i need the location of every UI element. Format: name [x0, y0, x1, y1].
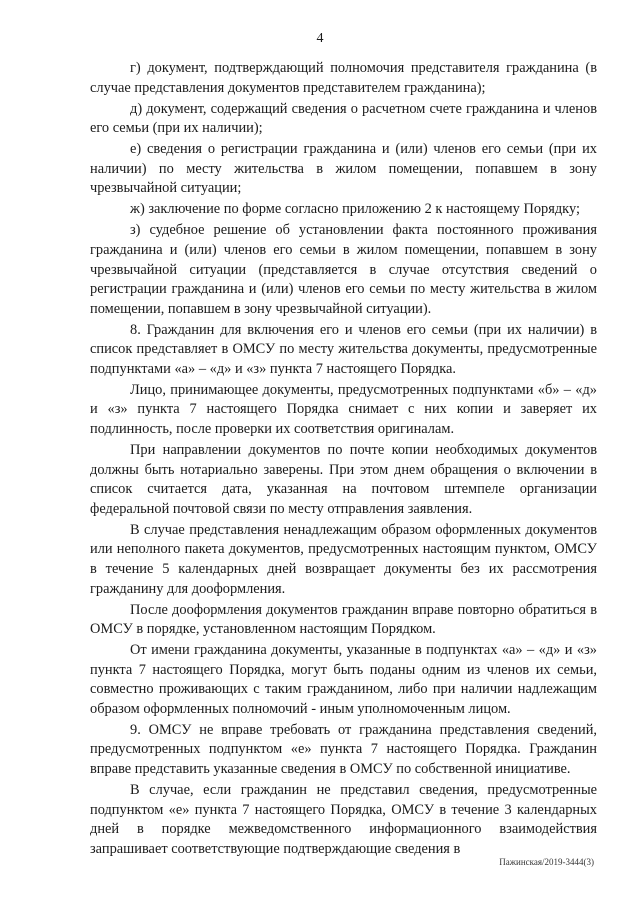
paragraph-document-copies: Лицо, принимающее документы, предусмотренных подпунктами «б» – «д» и «з» пункта 7 настоящего Порядка снимает с них копии и заверяет их подлинность, после проверки их соответствия оригиналам.: [90, 381, 597, 438]
paragraph-subitem-zh: ж) заключение по форме согласно приложению 2 к настоящему Порядку;: [130, 201, 580, 218]
document-code: Пажинская/2019-3444(3): [499, 857, 594, 867]
paragraph-subitem-g: г) документ, подтверждающий полномочия представителя гражданина (в случае представления документов представителем гражданина);: [90, 60, 597, 96]
paragraph-item-8: 8. Гражданин для включения его и членов его семьи (при их наличии) в список представляет в ОМСУ по месту жительства документы, предусмотренные подпунктами «а» – «д» и «з» пункта 7 настоящего Порядка.: [90, 321, 597, 377]
paragraph-subitem-e: е) сведения о регистрации гражданина и (или) членов его семьи (при их наличии) по месту жительства в жилом помещении, попавшем в зону чрезвычайной ситуации;: [90, 141, 597, 197]
document-body: [90, 59, 597, 861]
paragraph-incomplete-documents: В случае представления ненадлежащим образом оформленных документов или неполного пакета документов, предусмотренных настоящим пунктом, ОМСУ в течение 5 календарных дней возвращает документы без их рассмотрения гражданину для дооформления.: [90, 521, 597, 597]
paragraph-subitem-d: д) документ, содержащий сведения о расчетном счете гражданина и членов его семьи (при их наличии);: [90, 100, 597, 137]
paragraph-resubmission: После дооформления документов гражданин вправе повторно обратиться в ОМСУ в порядке, установленном настоящим Порядком.: [90, 601, 597, 638]
paragraph-representative: От имени гражданина документы, указанные в подпунктах «а» – «д» и «з» пункта 7 настоящего Порядка, могут быть поданы одним из членов их семьи, совместно проживающих с таким гражданином, либо при наличии надлежащим образом оформленных полномочий - иным уполномоченным лицом.: [90, 642, 597, 717]
paragraph-interagency-request: В случае, если гражданин не представил сведения, предусмотренные подпунктом «е» пункта 7 настоящего Порядка, ОМСУ в течение 3 календарных дней в порядке межведомственного информационного взаимодействия запрашивает соответствующие подтверждающие сведения в: [90, 782, 597, 857]
paragraph-item-9: 9. ОМСУ не вправе требовать от гражданина представления сведений, предусмотренных подпунктом «е» пункта 7 настоящего Порядка. Гражданин вправе представить указанные сведения в ОМСУ по собственной инициативе.: [90, 721, 597, 778]
page-number: 4: [316, 31, 324, 46]
paragraph-subitem-z: з) судебное решение об установлении факта постоянного проживания гражданина и (или) членов его семьи в жилом помещении, попавшем в зону чрезвычайной ситуации (представляется в случае отсутствия сведений о регистрации гражданина и (или) членов его семьи по месту жительства в жилом помещении, попавшем в зону чрезвычайной ситуации).: [90, 222, 597, 317]
paragraph-postal-submission: При направлении документов по почте копии необходимых документов должны быть нотариально заверены. При этом днем обращения о включении в список считается дата, указанная на почтовом штемпеле организации федеральной почтовой связи по месту отправления заявления.: [90, 442, 597, 517]
